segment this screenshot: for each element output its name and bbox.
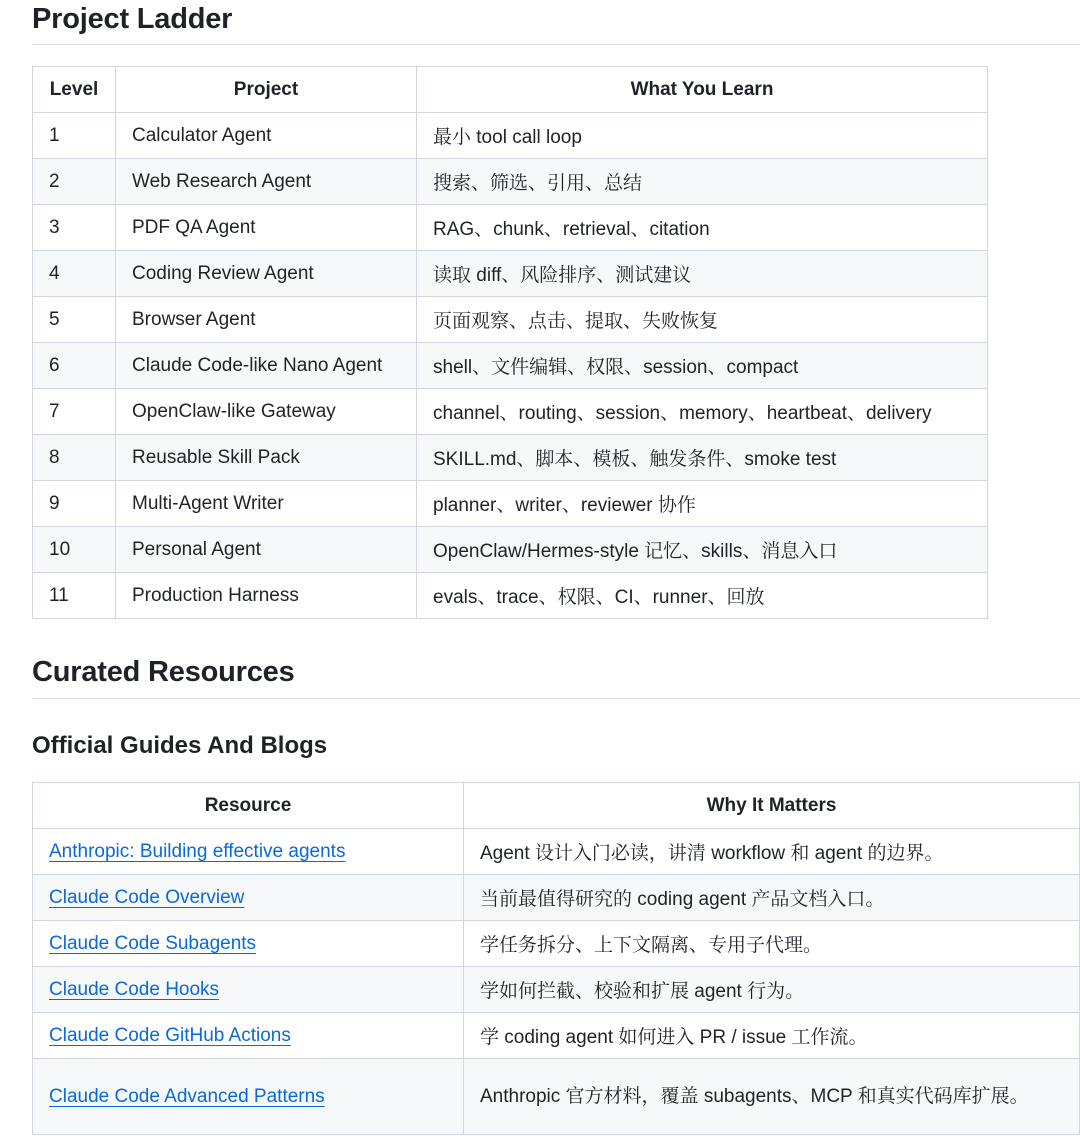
learn-cell: planner、writer、reviewer 协作	[417, 481, 988, 527]
level-cell: 4	[33, 251, 116, 297]
learn-cell: 读取 diff、风险排序、测试建议	[417, 251, 988, 297]
table-row	[33, 251, 988, 297]
table-row	[33, 829, 1080, 875]
resource-cell	[33, 829, 464, 875]
column-header-why-it-matters: Why It Matters	[464, 783, 1080, 829]
resource-link[interactable]: Claude Code Subagents	[49, 932, 257, 954]
curated-resources-heading: Curated Resources	[32, 656, 295, 688]
project-ladder-heading: Project Ladder	[32, 3, 233, 35]
resource-cell	[33, 1013, 464, 1059]
table-row	[33, 1059, 1080, 1135]
column-header-what-you-learn: What You Learn	[417, 67, 988, 113]
why-cell: Anthropic 官方材料，覆盖 subagents、MCP 和真实代码库扩展。	[464, 1059, 1080, 1135]
table-row	[33, 297, 988, 343]
project-ladder-heading-block	[32, 0, 1080, 45]
project-cell: Browser Agent	[116, 297, 417, 343]
level-cell: 7	[33, 389, 116, 435]
learn-cell: 搜索、筛选、引用、总结	[417, 159, 988, 205]
level-cell: 11	[33, 573, 116, 619]
table-row	[33, 159, 988, 205]
project-cell: Multi-Agent Writer	[116, 481, 417, 527]
level-cell: 2	[33, 159, 116, 205]
why-cell: 当前最值得研究的 coding agent 产品文档入口。	[464, 875, 1080, 921]
table-row	[33, 527, 988, 573]
project-cell: PDF QA Agent	[116, 205, 417, 251]
project-cell: Claude Code-like Nano Agent	[116, 343, 417, 389]
resource-link[interactable]: Claude Code Hooks	[49, 978, 220, 1000]
resource-link[interactable]: Claude Code Overview	[49, 886, 245, 908]
project-cell: Web Research Agent	[116, 159, 417, 205]
resource-link[interactable]: Claude Code GitHub Actions	[49, 1024, 291, 1046]
resource-cell	[33, 921, 464, 967]
official-guides-heading: Official Guides And Blogs	[32, 732, 328, 759]
curated-resources-heading-block	[32, 653, 1080, 699]
why-cell: 学任务拆分、上下文隔离、专用子代理。	[464, 921, 1080, 967]
resource-link[interactable]: Claude Code Advanced Patterns	[49, 1085, 325, 1107]
learn-cell: SKILL.md、脚本、模板、触发条件、smoke test	[417, 435, 988, 481]
table-row	[33, 875, 1080, 921]
column-header-level: Level	[33, 67, 116, 113]
why-cell: 学 coding agent 如何进入 PR / issue 工作流。	[464, 1013, 1080, 1059]
official-guides-table	[32, 782, 1080, 1135]
table-row	[33, 573, 988, 619]
table-row	[33, 205, 988, 251]
level-cell: 6	[33, 343, 116, 389]
table-row	[33, 389, 988, 435]
project-cell: Coding Review Agent	[116, 251, 417, 297]
learn-cell: 最小 tool call loop	[417, 113, 988, 159]
table-row	[33, 343, 988, 389]
learn-cell: shell、文件编辑、权限、session、compact	[417, 343, 988, 389]
column-header-resource: Resource	[33, 783, 464, 829]
resource-cell	[33, 875, 464, 921]
project-cell: Personal Agent	[116, 527, 417, 573]
project-cell: OpenClaw-like Gateway	[116, 389, 417, 435]
column-header-project: Project	[116, 67, 417, 113]
resource-cell	[33, 967, 464, 1013]
learn-cell: RAG、chunk、retrieval、citation	[417, 205, 988, 251]
why-cell: 学如何拦截、校验和扩展 agent 行为。	[464, 967, 1080, 1013]
why-cell: Agent 设计入门必读，讲清 workflow 和 agent 的边界。	[464, 829, 1080, 875]
learn-cell: 页面观察、点击、提取、失败恢复	[417, 297, 988, 343]
table-row	[33, 481, 988, 527]
table-row	[33, 921, 1080, 967]
learn-cell: channel、routing、session、memory、heartbeat、delivery	[417, 389, 988, 435]
table-row	[33, 967, 1080, 1013]
table-row	[33, 1013, 1080, 1059]
level-cell: 10	[33, 527, 116, 573]
learn-cell: evals、trace、权限、CI、runner、回放	[417, 573, 988, 619]
table-row	[33, 113, 988, 159]
resource-link[interactable]: Anthropic: Building effective agents	[49, 840, 346, 862]
level-cell: 3	[33, 205, 116, 251]
level-cell: 1	[33, 113, 116, 159]
table-row	[33, 435, 988, 481]
table-header-row	[33, 783, 1080, 829]
learn-cell: OpenClaw/Hermes-style 记忆、skills、消息入口	[417, 527, 988, 573]
resource-cell	[33, 1059, 464, 1135]
project-cell: Calculator Agent	[116, 113, 417, 159]
level-cell: 5	[33, 297, 116, 343]
level-cell: 9	[33, 481, 116, 527]
table-header-row	[33, 67, 988, 113]
project-cell: Production Harness	[116, 573, 417, 619]
level-cell: 8	[33, 435, 116, 481]
project-ladder-table	[32, 66, 988, 619]
project-cell: Reusable Skill Pack	[116, 435, 417, 481]
